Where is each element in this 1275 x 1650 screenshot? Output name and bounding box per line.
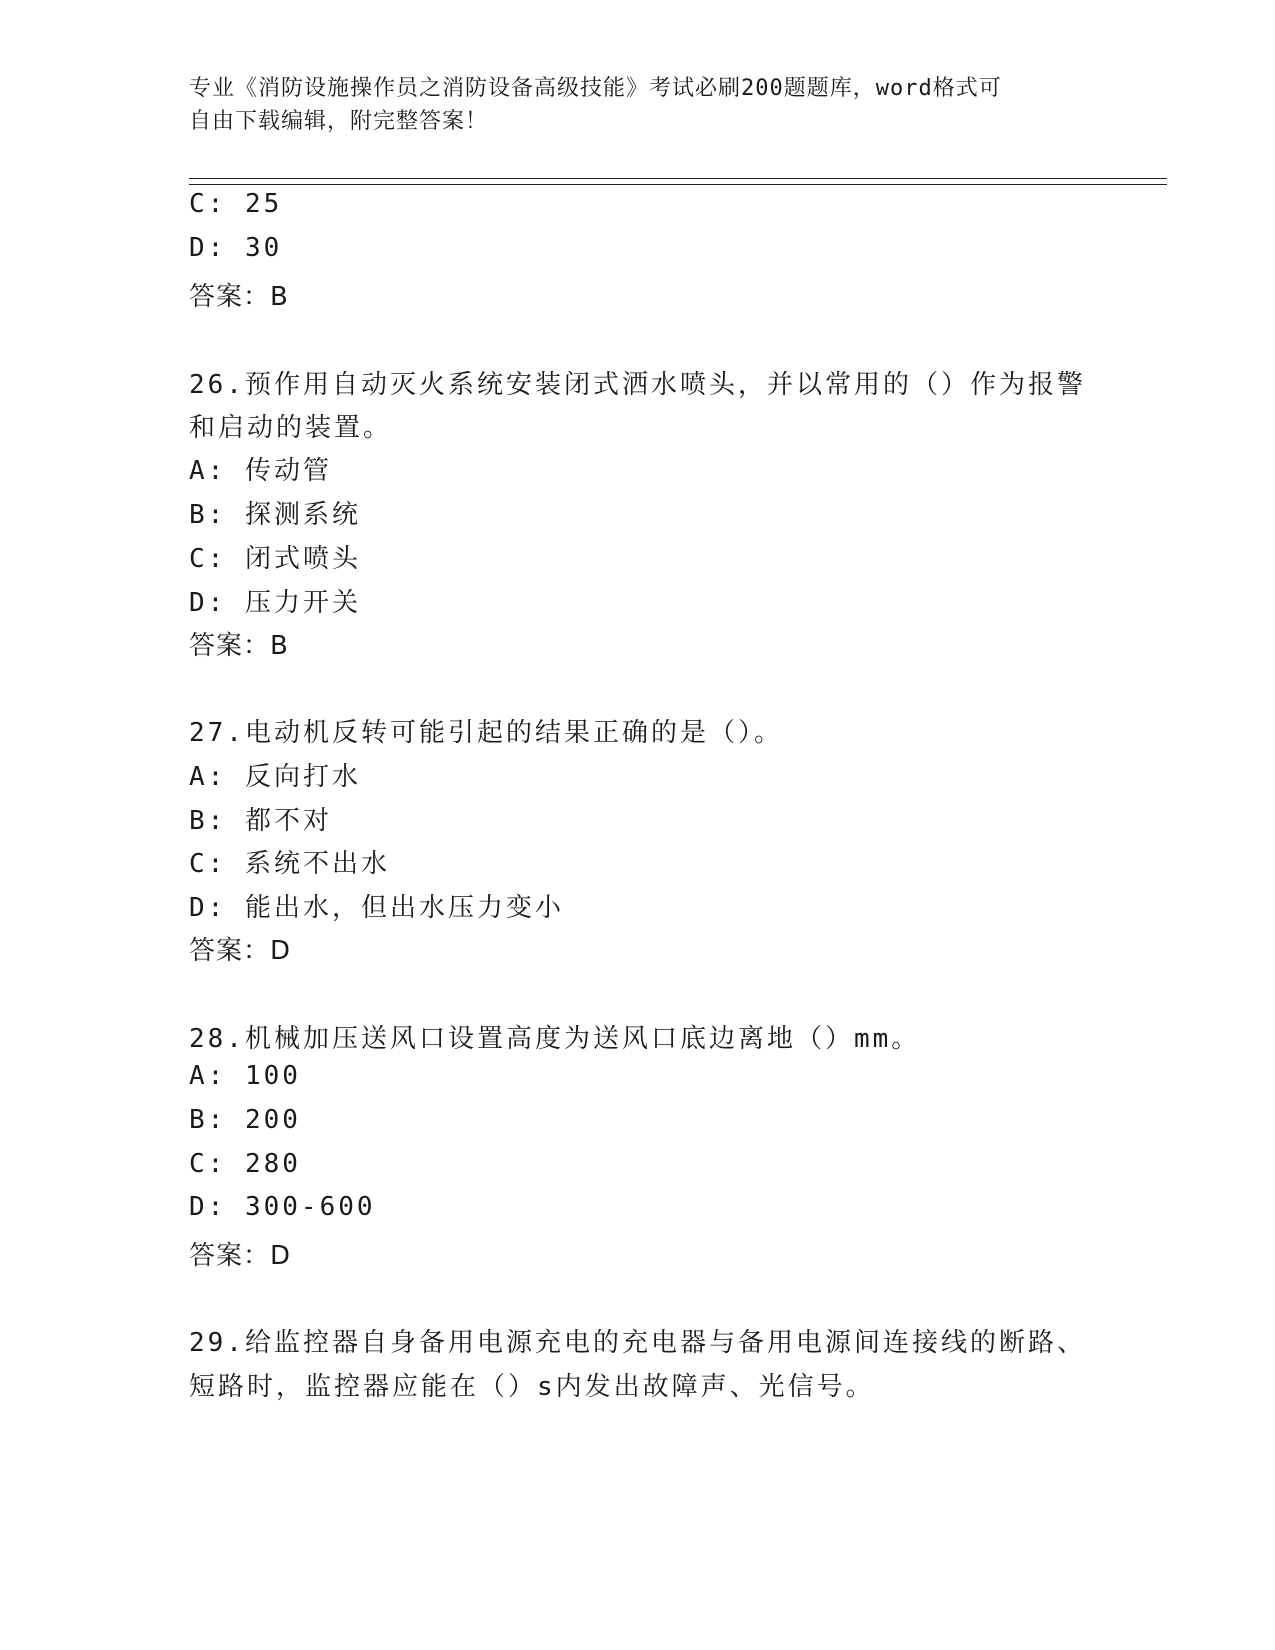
q28-stem: 28.机械加压送风口设置高度为送风口底边离地（）mm。 <box>189 1024 921 1054</box>
q26-option-b: B: 探测系统 <box>189 500 361 530</box>
q26-stem-line-1: 26.预作用自动灭火系统安装闭式洒水喷头，并以常用的（）作为报警 <box>189 370 1086 400</box>
header-line-2: 自由下载编辑，附完整答案！ <box>189 109 489 134</box>
q28-option-b: B: 200 <box>189 1105 301 1135</box>
header-line-1: 专业《消防设施操作员之消防设备高级技能》考试必刷200题题库，word格式可 <box>189 76 1002 101</box>
q28-option-c: C: 280 <box>189 1149 301 1179</box>
q26-answer: 答案：B <box>189 631 289 661</box>
q27-option-d: D: 能出水，但出水压力变小 <box>189 893 564 923</box>
q25-option-d: D: 30 <box>189 233 283 263</box>
q27-option-b: B: 都不对 <box>189 806 332 836</box>
q26-option-d: D: 压力开关 <box>189 588 361 618</box>
document-header <box>189 72 1089 138</box>
q25-answer: 答案：B <box>189 282 289 312</box>
q26-stem-line-2: 和启动的装置。 <box>189 413 393 443</box>
header-divider-bottom <box>189 184 1167 185</box>
q27-stem: 27.电动机反转可能引起的结果正确的是（）。 <box>189 718 783 748</box>
q27-option-a: A: 反向打水 <box>189 762 361 792</box>
header-divider-top <box>189 178 1167 179</box>
q27-option-c: C: 系统不出水 <box>189 849 390 879</box>
q27-answer: 答案：D <box>189 936 292 966</box>
q25-option-c: C: 25 <box>189 189 283 219</box>
q28-option-a: A: 100 <box>189 1061 301 1091</box>
q26-option-c: C: 闭式喷头 <box>189 544 361 574</box>
q28-answer: 答案：D <box>189 1241 292 1271</box>
q29-stem-line-2: 短路时，监控器应能在（）s内发出故障声、光信号。 <box>189 1372 875 1402</box>
q26-option-a: A: 传动管 <box>189 456 332 486</box>
q29-stem-line-1: 29.给监控器自身备用电源充电的充电器与备用电源间连接线的断路、 <box>189 1328 1086 1358</box>
q28-option-d: D: 300-600 <box>189 1192 376 1222</box>
